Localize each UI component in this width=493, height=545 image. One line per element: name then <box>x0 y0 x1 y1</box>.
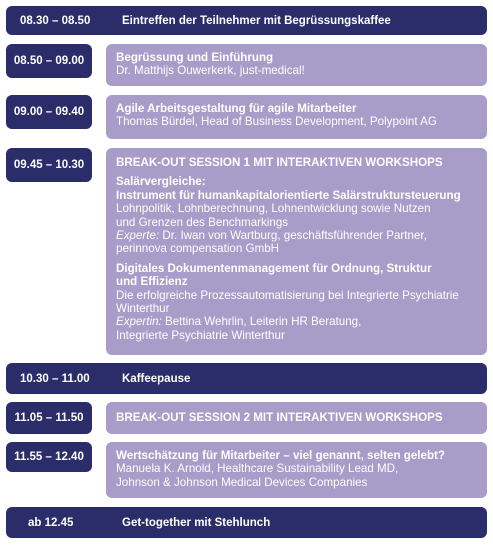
session-label: Eintreffen der Teilnehmer mit Begrüssungskaffee <box>122 14 391 27</box>
workshop-expert <box>116 315 478 328</box>
time-label: 08.30 – 08.50 <box>20 14 91 27</box>
time-label: ab 12.45 <box>28 516 74 529</box>
session-title: BREAK-OUT SESSION 1 MIT INTERAKTIVEN WORKSHOPS <box>116 156 443 169</box>
session-card-agile <box>106 95 487 139</box>
workshop-text: Die erfolgreiche Prozessautomatisierung bei Integrierte Psychiatrie <box>116 288 459 302</box>
schedule-row-arrival <box>6 6 487 35</box>
time-label: 08.50 – 09.00 <box>6 44 92 78</box>
workshop-expert-org: perinnova compensation GmbH <box>116 242 280 256</box>
workshop-subtitle: und Effizienz <box>116 275 188 289</box>
workshop-text: Winterthur <box>116 302 170 316</box>
time-label: 11.05 – 11.50 <box>6 402 92 434</box>
session-title: Agile Arbeitsgestaltung für agile Mitarbeiter <box>116 102 357 115</box>
workshop-title: Salärvergleiche: <box>116 175 206 189</box>
time-label: 11.55 – 12.40 <box>6 442 92 472</box>
expert-label: Experte: <box>116 229 160 243</box>
session-speaker-org: Johnson & Johnson Medical Devices Companies <box>116 475 368 489</box>
session-speaker: Dr. Matthijs Ouwerkerk, just-medical! <box>116 64 305 78</box>
time-label: 09.45 – 10.30 <box>6 148 92 182</box>
session-speaker: Thomas Bürdel, Head of Business Development, Polypoint AG <box>116 115 437 129</box>
session-card-breakout-2 <box>106 402 487 434</box>
session-label: Kaffeepause <box>122 372 191 385</box>
workshop-subtitle: Instrument für humankapitalorientierte Salärstruktursteuerung <box>116 188 461 202</box>
session-speaker: Manuela K. Arnold, Healthcare Sustainability Lead MD, <box>116 462 399 476</box>
session-title: Wertschätzung für Mitarbeiter – viel genannt, selten gelebt? <box>116 449 445 462</box>
schedule-row-get-together <box>6 507 487 538</box>
expert-name: Bettina Wehrlin, Leiterin HR Beratung, <box>161 315 362 329</box>
session-card-appreciation <box>106 442 487 498</box>
session-card-welcome <box>106 44 487 86</box>
workshop-expert <box>116 229 478 242</box>
workshop-text: Lohnpolitik, Lohnberechnung, Lohnentwicklung sowie Nutzen <box>116 202 431 216</box>
session-title: Begrüssung und Einführung <box>116 51 274 64</box>
workshop-title: Digitales Dokumentenmanagement für Ordnung, Struktur <box>116 261 432 275</box>
session-label: Get-together mit Stehlunch <box>122 516 271 529</box>
expert-label: Expertin: <box>116 315 162 329</box>
workshop-expert-org: Integrierte Psychiatrie Winterthur <box>116 328 285 342</box>
time-label: 09.00 – 09.40 <box>6 95 92 129</box>
time-label: 10.30 – 11.00 <box>20 372 90 385</box>
schedule-row-coffee-break <box>6 363 487 394</box>
workshop-text: und Grenzen des Benchmarkings <box>116 215 289 229</box>
session-title: BREAK-OUT SESSION 2 MIT INTERAKTIVEN WORKSHOPS <box>116 411 443 424</box>
expert-name: Dr. Iwan von Wartburg, geschäftsführender Partner, <box>159 229 427 243</box>
session-card-breakout-1 <box>106 148 487 355</box>
